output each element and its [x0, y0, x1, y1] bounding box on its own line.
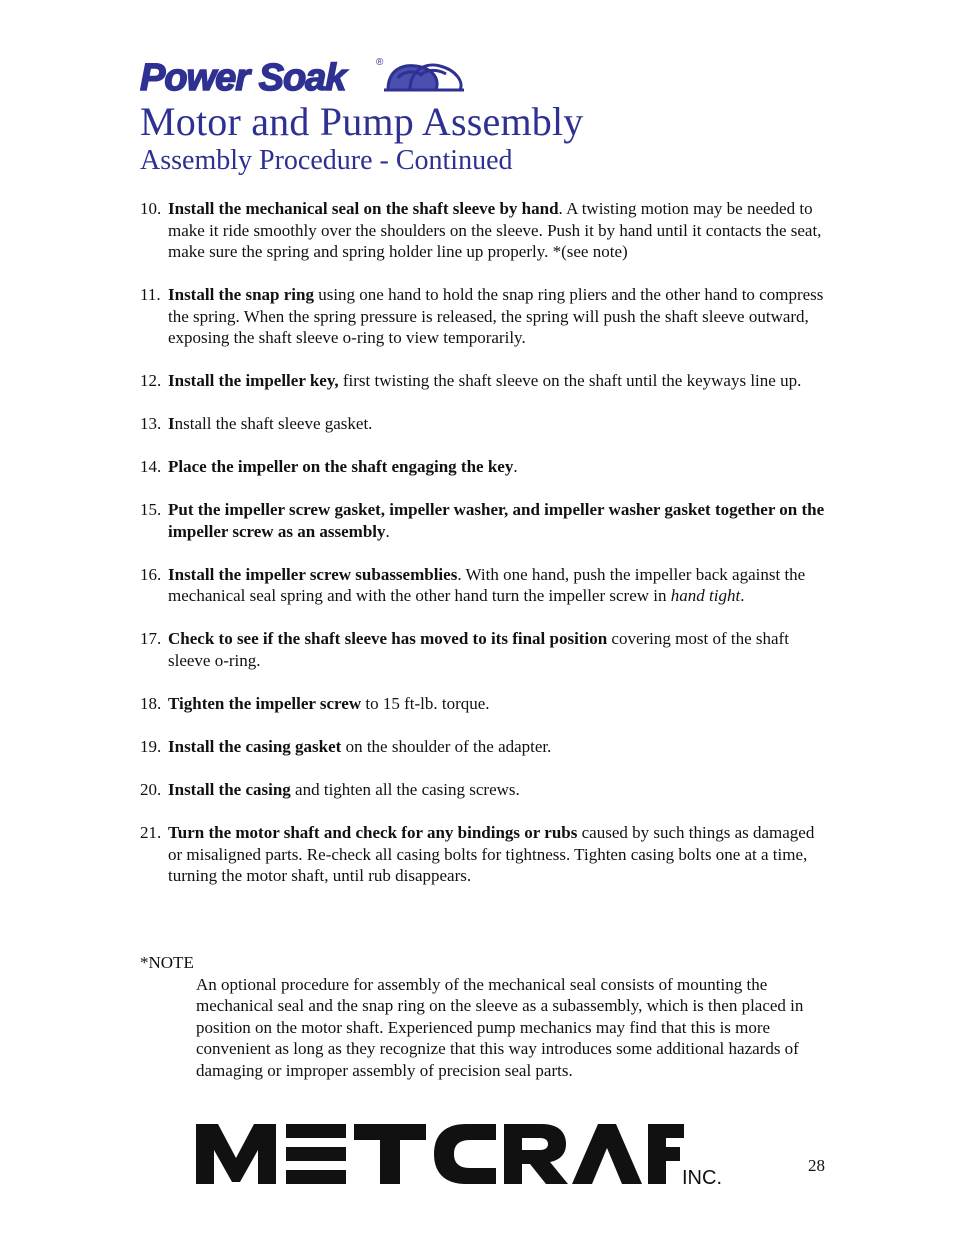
- step-text: nstall the shaft sleeve gasket.: [174, 414, 373, 434]
- step-number: 15.: [140, 500, 162, 520]
- step-16: [140, 564, 830, 607]
- step-text: .: [385, 521, 390, 541]
- note-label: *NOTE: [140, 953, 194, 972]
- step-number: 21.: [140, 822, 162, 842]
- step-number: 14.: [140, 457, 162, 477]
- step-10: [140, 198, 830, 263]
- step-18: [140, 693, 830, 715]
- step-heading: Place the impeller on the shaft engaging the key: [168, 457, 514, 477]
- step-20: [140, 779, 830, 801]
- step-text: and tighten all the casing screws.: [290, 780, 520, 799]
- step-number: 10.: [140, 199, 162, 218]
- step-21: [140, 822, 830, 887]
- step-heading: I: [168, 414, 175, 434]
- step-number: 19.: [140, 737, 162, 757]
- power-soak-logo-text: Power Soak: [140, 57, 346, 98]
- step-12: [140, 370, 830, 392]
- step-17: [140, 628, 830, 671]
- step-text: on the shoulder of the adapter.: [341, 737, 552, 757]
- step-text: using one hand to hold the snap ring pliers and the other hand to compress the spring. When the spring pressure is released, the spring will push the shaft sleeve outward, exposing the shaft sleeve o-ring to view temporarily.: [168, 285, 824, 348]
- registered-mark: ®: [376, 57, 384, 68]
- step-number: 13.: [140, 414, 162, 434]
- step-heading: Install the mechanical seal on the shaft sleeve by hand: [168, 199, 559, 218]
- note-section: [140, 952, 830, 1082]
- step-text: caused by such things as damaged or misaligned parts. Re-check all casing bolts for tightness. Tighten casing bolts one at a time, turning the motor shaft, until rub disappears.: [168, 822, 815, 886]
- step-heading: Install the casing: [168, 780, 291, 799]
- step-number: 17.: [140, 629, 162, 649]
- step-number: 20.: [140, 780, 162, 799]
- step-heading: Install the impeller screw subassemblies: [168, 564, 458, 584]
- step-heading: Put the impeller screw gasket, impeller washer, and impeller washer gasket together on the impeller screw as an assembly: [168, 500, 825, 541]
- step-emphasis: hand tight: [670, 586, 741, 606]
- step-heading: Turn the motor shaft and check for any bindings or rubs: [168, 822, 578, 842]
- step-number: 11.: [140, 285, 161, 305]
- step-number: 18.: [140, 694, 162, 714]
- page-number: 28: [808, 1156, 825, 1175]
- power-soak-logo: [140, 52, 470, 98]
- step-text: first twisting the shaft sleeve on the shaft until the keyways line up.: [338, 371, 802, 391]
- step-text: covering most of the shaft sleeve o-ring.: [168, 629, 789, 671]
- step-text: . A twisting motion may be needed to make it ride smoothly over the shoulders on the sleeve. Push it by hand until it contacts the seat, make sure the spring and spring holder line up properly. *(see note): [168, 199, 822, 262]
- step-heading: Install the snap ring: [168, 285, 314, 305]
- step-text-tail: .: [740, 586, 745, 606]
- step-13: [140, 413, 830, 435]
- page-title: Motor and Pump Assembly: [140, 99, 584, 144]
- wave-icon: [384, 65, 464, 90]
- step-11: [140, 284, 830, 349]
- step-number: 16.: [140, 564, 162, 584]
- step-text: .: [513, 457, 518, 477]
- metcraft-logo: [196, 1120, 736, 1190]
- step-number: 12.: [140, 371, 162, 391]
- step-heading: Install the casing gasket: [168, 737, 342, 757]
- step-19: [140, 736, 830, 758]
- step-14: [140, 456, 830, 478]
- page-subtitle: Assembly Procedure - Continued: [140, 145, 513, 176]
- step-text: to 15 ft-lb. torque.: [361, 694, 490, 714]
- step-15: [140, 499, 830, 542]
- step-text: . With one hand, push the impeller back against the mechanical seal spring and with the other hand turn the impeller screw in: [168, 564, 806, 606]
- step-heading: Check to see if the shaft sleeve has moved to its final position: [168, 629, 608, 649]
- note-text: An optional procedure for assembly of the mechanical seal consists of mounting the mechanical seal and the snap ring on the sleeve as a subassembly, which is then placed in position on the motor shaft. Experienced pump mechanics may find that this is more convenient as long as they recognize that this way introduces some additional hazards of damaging or improper assembly of precision seal parts.: [196, 974, 804, 1080]
- step-heading: Install the impeller key,: [168, 371, 339, 391]
- metcraft-inc: INC.: [682, 1167, 722, 1189]
- step-heading: Tighten the impeller screw: [168, 694, 362, 714]
- procedure-steps: [140, 198, 830, 908]
